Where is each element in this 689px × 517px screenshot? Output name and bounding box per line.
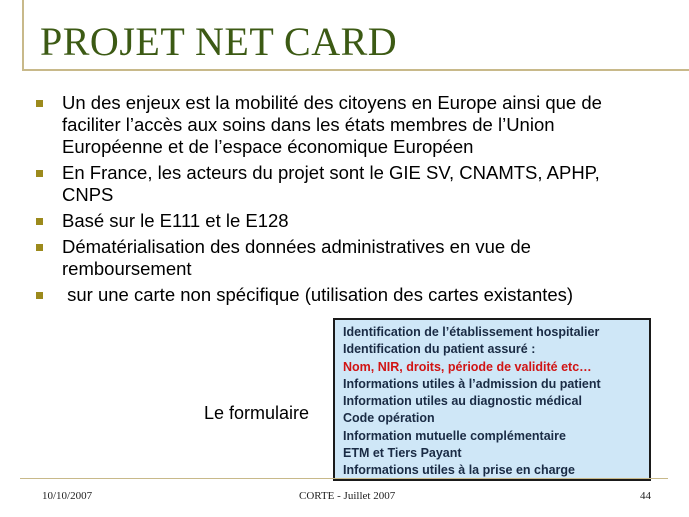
square-bullet-icon	[36, 292, 43, 299]
info-line-highlight: Nom, NIR, droits, période de validité etc…	[343, 359, 592, 374]
footer-event: CORTE - Juillet 2007	[299, 490, 396, 502]
title-left-rule	[0, 0, 24, 70]
bullet-item	[36, 284, 656, 306]
bullet-text: Basé sur le E111 et le E128	[62, 210, 289, 231]
bullet-text: sur une carte non spécifique (utilisation des cartes existantes)	[62, 284, 574, 305]
bullet-list	[36, 92, 656, 310]
info-line: Informations utiles à l’admission du patient	[343, 376, 601, 391]
info-line: Identification de l’établissement hospitalier	[343, 325, 600, 339]
info-line: Informations utiles à la prise en charge	[343, 463, 576, 478]
info-line: Identification du patient assuré :	[343, 342, 536, 357]
bullet-text: Un des enjeux est la mobilité des citoyens en Europe ainsi que de faciliter l’accès aux soins dans les états membres de l’Union Européenne et de l’espace économique Européen	[62, 92, 602, 157]
square-bullet-icon	[36, 244, 43, 251]
formulaire-label: Le formulaire	[204, 403, 310, 423]
bullet-item	[36, 92, 656, 158]
info-line: Information mutuelle complémentaire	[343, 428, 566, 443]
square-bullet-icon	[36, 170, 43, 177]
slide-title: PROJET NET CARD	[40, 19, 398, 64]
square-bullet-icon	[36, 100, 43, 107]
square-bullet-icon	[36, 218, 43, 225]
info-line: ETM et Tiers Payant	[343, 446, 462, 461]
bullet-text: En France, les acteurs du projet sont le GIE SV, CNAMTS, APHP, CNPS	[62, 162, 600, 205]
bullet-item	[36, 236, 656, 280]
page-number: 44	[640, 490, 651, 502]
title-underline	[22, 69, 689, 71]
bullet-item	[36, 162, 656, 206]
bullet-text: Dématérialisation des données administratives en vue de remboursement	[62, 236, 531, 279]
title-bar	[0, 0, 689, 80]
info-line: Information utiles au diagnostic médical	[343, 394, 582, 409]
footer-date: 10/10/2007	[42, 490, 93, 502]
info-line: Code opération	[343, 411, 435, 426]
footer-rule	[20, 478, 668, 479]
bullet-item	[36, 210, 656, 232]
formulaire-info-box	[333, 318, 651, 481]
